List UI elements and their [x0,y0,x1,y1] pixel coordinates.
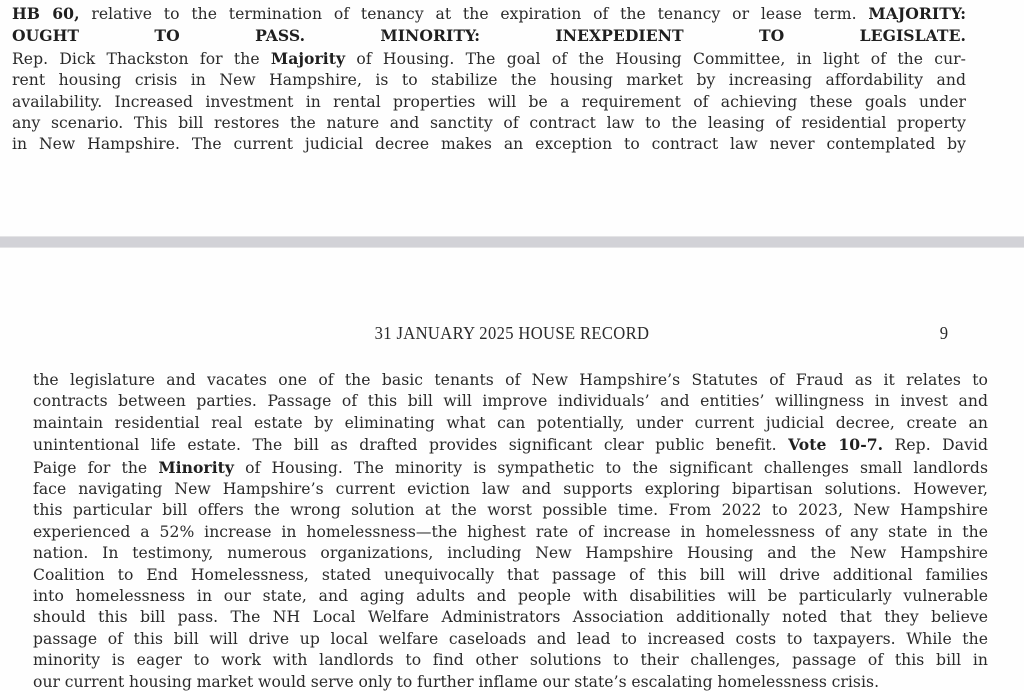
text-run: maintain residential real estate by eliminating what can potentially, under current judicial decree, create an [33,413,988,432]
text-line [33,629,988,650]
text-run: Coalition to End Homelessness, stated unequivocally that passage of this bill will drive additional families [33,565,988,584]
text-run: Rep. Dick Thackston for the [12,49,271,68]
text-run: of Housing. The goal of the Housing Committee, in light of the cur- [345,49,966,68]
bold-text-run: Minority [158,457,235,477]
text-run: nation. In testimony, numerous organizations, including New Hampshire Housing and the New Hampshire [33,544,988,563]
text-line [12,48,966,70]
text-run: into homelessness in our state, and aging adults and people with disabilities will be particularly vulnerable [33,587,988,606]
text-line [33,565,988,586]
text-line [33,650,988,671]
text-line [33,543,988,564]
running-head-title: 31 JANUARY 2025 HOUSE RECORD [374,323,650,343]
text-run: our current housing market would serve only to further inflame our state’s escalating homelessness crisis. [33,672,880,691]
text-run: the legislature and vacates one of the basic tenants of New Hampshire’s Statutes of Fraud as it relates to [33,371,988,389]
text-line [33,457,988,479]
bold-text-run: HB 60, [12,4,80,23]
text-run: any scenario. This bill restores the nature and sanctity of contract law to the leasing of residential property [12,114,966,133]
bold-text-run: Vote 10-7. [788,435,884,455]
text-line [12,25,966,47]
text-run: contracts between parties. Passage of this bill will improve individuals’ and entities’ willingness in invest and [33,392,988,411]
text-line [33,479,988,500]
text-line [33,391,988,412]
text-line [12,134,966,155]
document-page-upper [0,0,1024,236]
text-run: availability. Increased investment in rental properties will be a requirement of achieving these goals under [12,92,966,111]
text-run: should this bill pass. The NH Local Welfare Administrators Association additionally noted that they believe [33,608,988,627]
text-line [12,113,966,134]
text-run: relative to the termination of tenancy at the expiration of the tenancy or lease term. [79,5,869,23]
bold-text-run: Majority [270,48,346,68]
text-run: face navigating New Hampshire’s current eviction law and supports exploring bipartisan solutions. However, [33,480,988,499]
text-line [12,3,966,25]
text-run: rent housing crisis in New Hampshire, is to stabilize the housing market by increasing affordability and [12,71,966,90]
text-line [33,586,988,607]
hb60-report-continued-text [33,370,988,693]
text-run: Rep. David [883,436,988,455]
text-run: of Housing. The minority is sympathetic to the significant challenges small landlords [234,458,988,477]
text-run: passage of this bill will drive up local welfare caseloads and lead to increased costs to taxpayers. While the [33,629,988,648]
text-line [33,500,988,521]
text-line [33,370,988,391]
text-line [12,92,966,113]
text-line [12,70,966,91]
hb60-report-text [12,3,966,156]
text-line [33,607,988,628]
text-line [33,522,988,543]
text-run: experienced a 52% increase in homelessness—the highest rate of increase in homelessness of any state in the [33,522,988,541]
text-run: unintentional life estate. The bill as drafted provides significant clear public benefit. [33,436,789,455]
text-line [33,434,988,456]
page-number: 9 [939,323,949,343]
text-run: this particular bill offers the wrong solution at the worst possible time. From 2022 to 2023, New Hampshire [33,501,988,520]
bold-text-run: OUGHT TO PASS. MINORITY: INEXPEDIENT TO LEGISLATE. [12,26,966,46]
bold-text-run: MAJORITY: [868,4,966,23]
page-separator [0,236,1024,248]
text-run: minority is eager to work with landlords to find other solutions to their challenges, passage of this bill in [33,651,988,670]
text-line [33,413,988,434]
text-run: in New Hampshire. The current judicial decree makes an exception to contract law never contemplated by [12,135,966,154]
text-run: Paige for the [33,458,159,477]
